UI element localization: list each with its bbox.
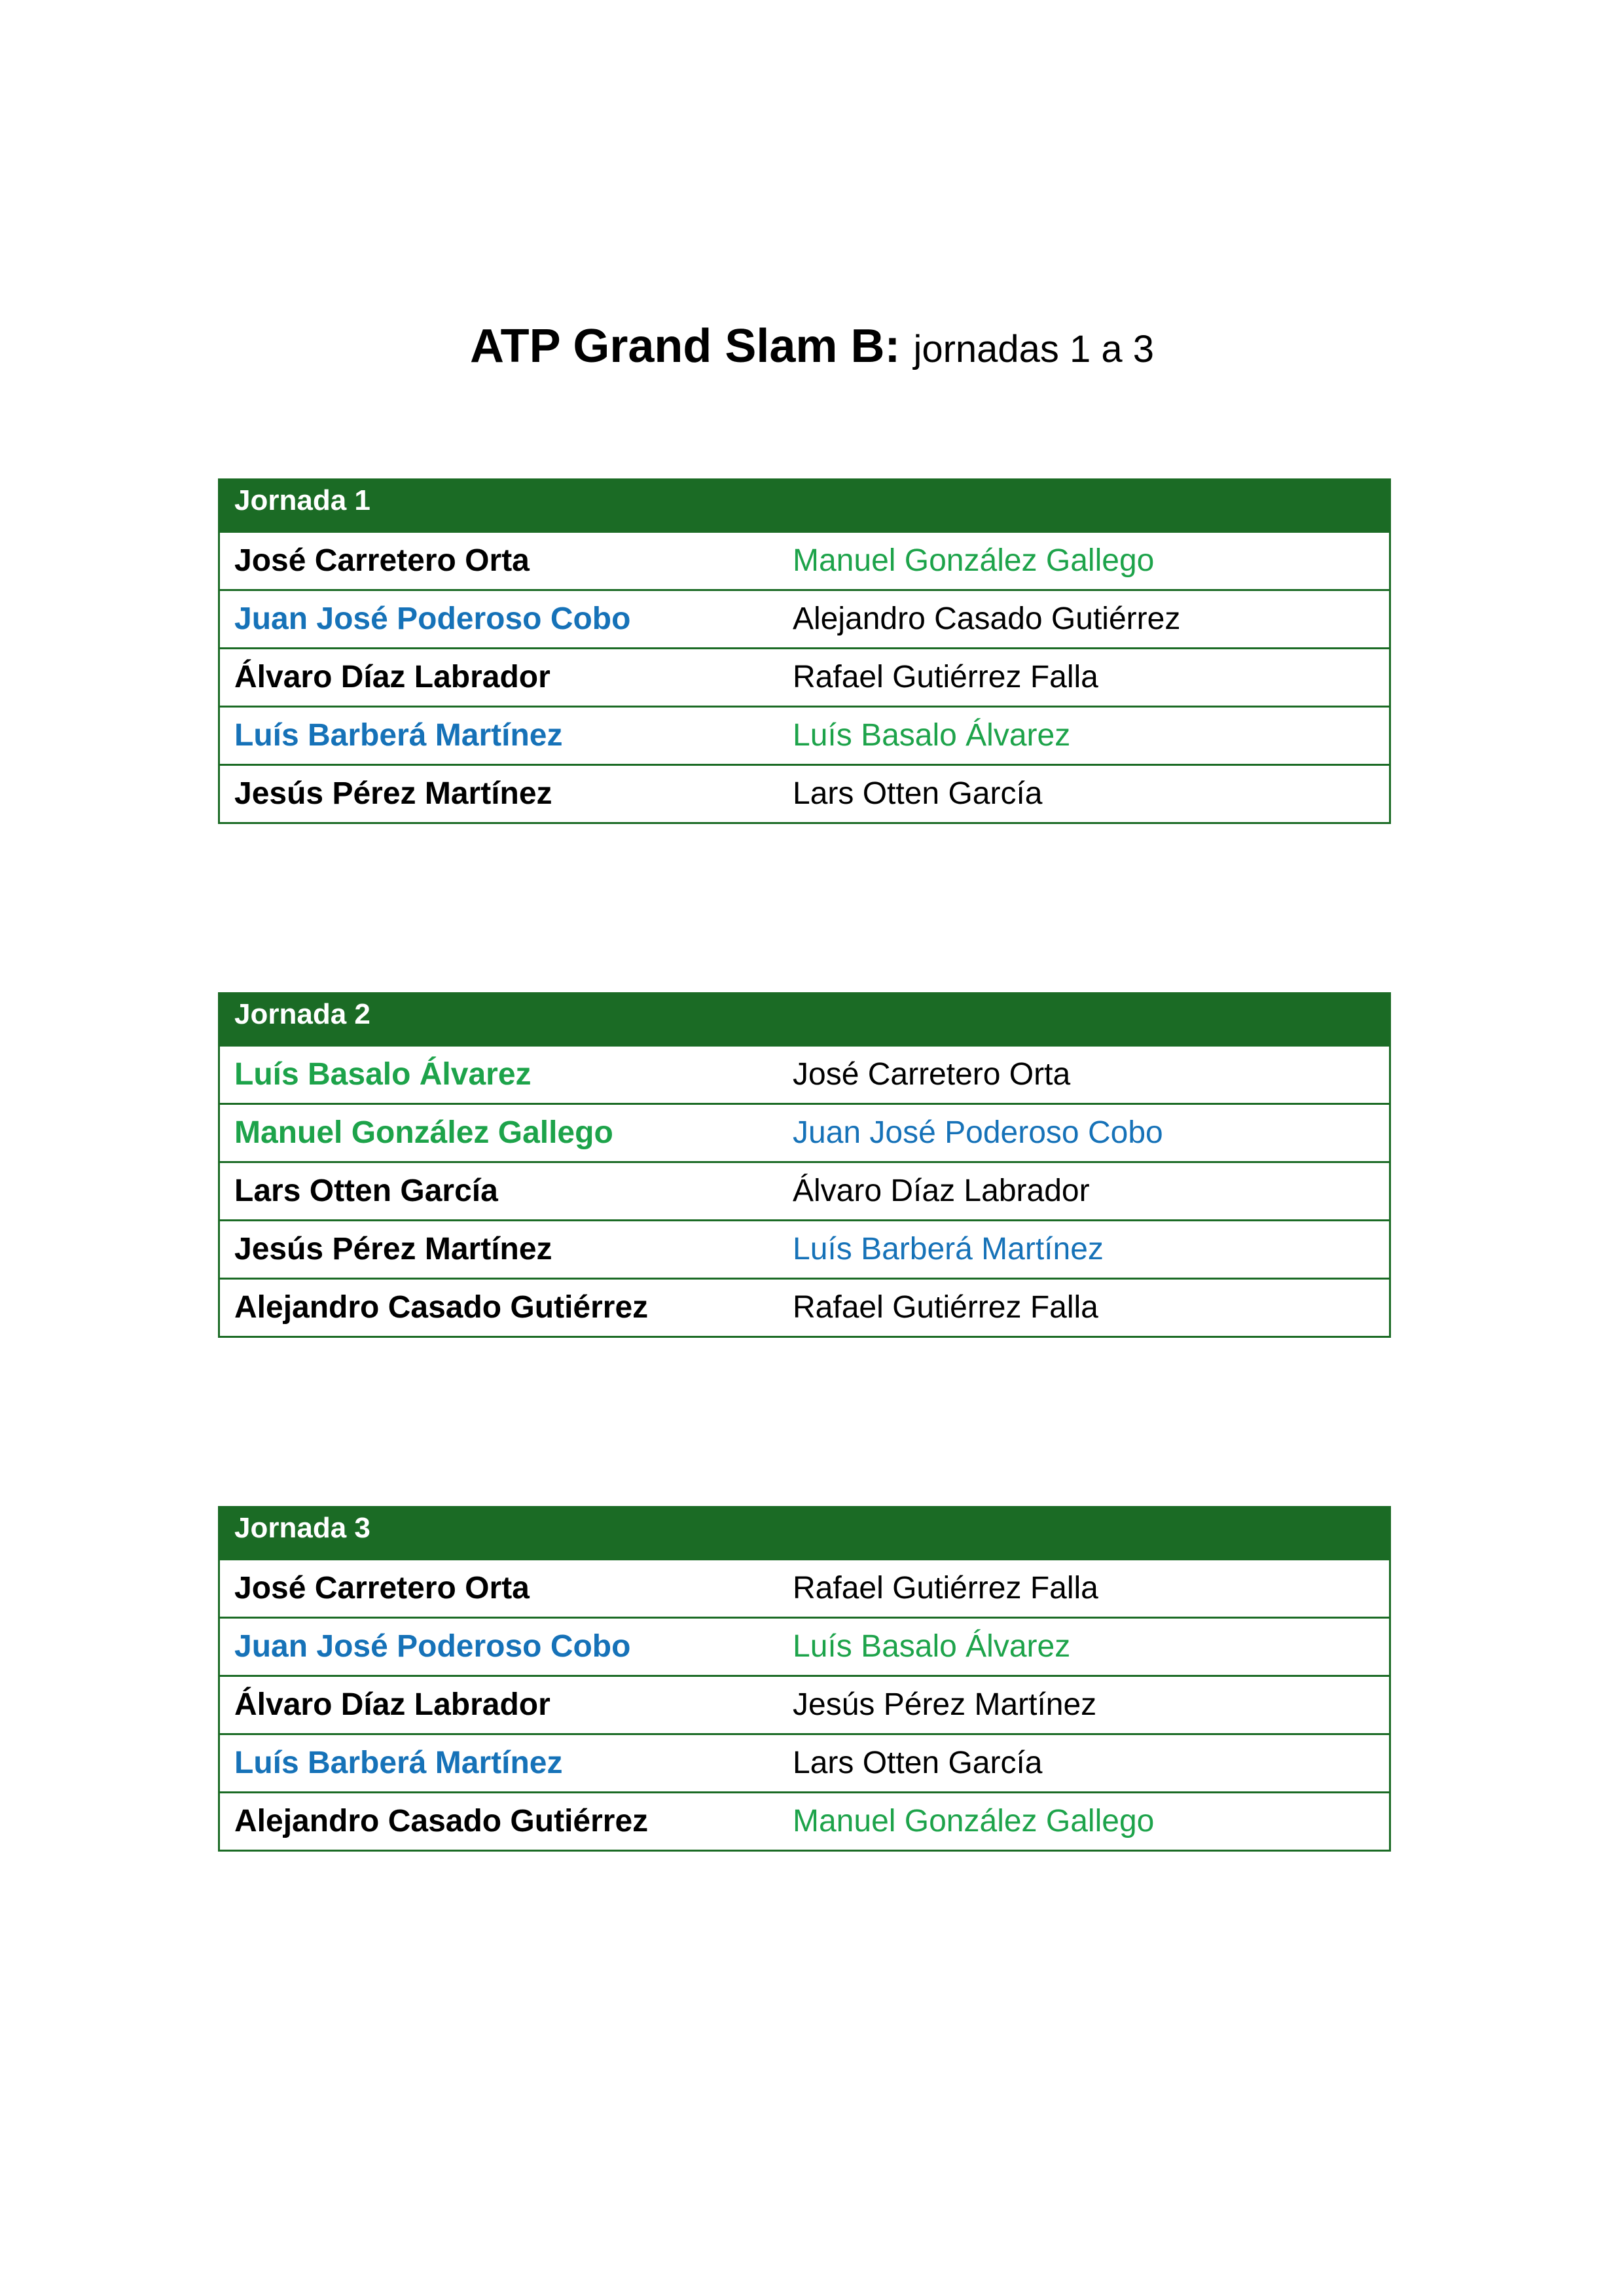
home-player: Jesús Pérez Martínez — [234, 1232, 552, 1266]
away-player: Lars Otten García — [793, 776, 1043, 811]
match-row — [220, 1047, 1389, 1103]
round-header: Jornada 2 — [220, 994, 1389, 1047]
match-row — [220, 647, 1389, 706]
match-row — [220, 1617, 1389, 1675]
round-header: Jornada 1 — [220, 480, 1389, 533]
round-table-1 — [218, 478, 1391, 824]
title-strong: ATP Grand Slam B: — [469, 320, 901, 372]
home-player: José Carretero Orta — [234, 543, 530, 578]
home-player: Alejandro Casado Gutiérrez — [234, 1804, 649, 1839]
title-rest: jornadas 1 a 3 — [913, 328, 1155, 370]
match-row — [220, 1560, 1389, 1617]
home-player: Lars Otten García — [234, 1174, 498, 1208]
home-player: Luís Barberá Martínez — [234, 718, 563, 753]
match-row — [220, 1278, 1389, 1336]
away-player: Luís Basalo Álvarez — [793, 1629, 1071, 1664]
home-player: Jesús Pérez Martínez — [234, 776, 552, 811]
match-row — [220, 1791, 1389, 1850]
home-player: Manuel González Gallego — [234, 1115, 613, 1150]
away-player: Álvaro Díaz Labrador — [793, 1174, 1090, 1208]
away-player: Luís Basalo Álvarez — [793, 718, 1071, 753]
away-player: José Carretero Orta — [793, 1057, 1071, 1092]
away-player: Luís Barberá Martínez — [793, 1232, 1104, 1266]
home-player: Alejandro Casado Gutiérrez — [234, 1290, 649, 1325]
home-player: Álvaro Díaz Labrador — [234, 660, 550, 694]
match-row — [220, 1219, 1389, 1278]
round-table-2 — [218, 992, 1391, 1338]
match-row — [220, 706, 1389, 764]
page-title — [0, 310, 1624, 382]
match-row — [220, 1675, 1389, 1733]
match-row — [220, 1161, 1389, 1219]
away-player: Rafael Gutiérrez Falla — [793, 1571, 1098, 1605]
home-player: José Carretero Orta — [234, 1571, 530, 1605]
away-player: Manuel González Gallego — [793, 1804, 1155, 1839]
away-player: Rafael Gutiérrez Falla — [793, 660, 1098, 694]
away-player: Manuel González Gallego — [793, 543, 1155, 578]
home-player: Luís Basalo Álvarez — [234, 1057, 532, 1092]
home-player: Juan José Poderoso Cobo — [234, 601, 631, 636]
match-row — [220, 589, 1389, 647]
match-row — [220, 533, 1389, 589]
away-player: Rafael Gutiérrez Falla — [793, 1290, 1098, 1325]
away-player: Lars Otten García — [793, 1746, 1043, 1780]
away-player: Jesús Pérez Martínez — [793, 1687, 1097, 1722]
home-player: Juan José Poderoso Cobo — [234, 1629, 631, 1664]
home-player: Álvaro Díaz Labrador — [234, 1687, 550, 1722]
match-row — [220, 1103, 1389, 1161]
away-player: Alejandro Casado Gutiérrez — [793, 601, 1181, 636]
home-player: Luís Barberá Martínez — [234, 1746, 563, 1780]
match-row — [220, 764, 1389, 822]
round-table-3 — [218, 1506, 1391, 1852]
away-player: Juan José Poderoso Cobo — [793, 1115, 1163, 1150]
round-header: Jornada 3 — [220, 1508, 1389, 1560]
match-row — [220, 1733, 1389, 1791]
